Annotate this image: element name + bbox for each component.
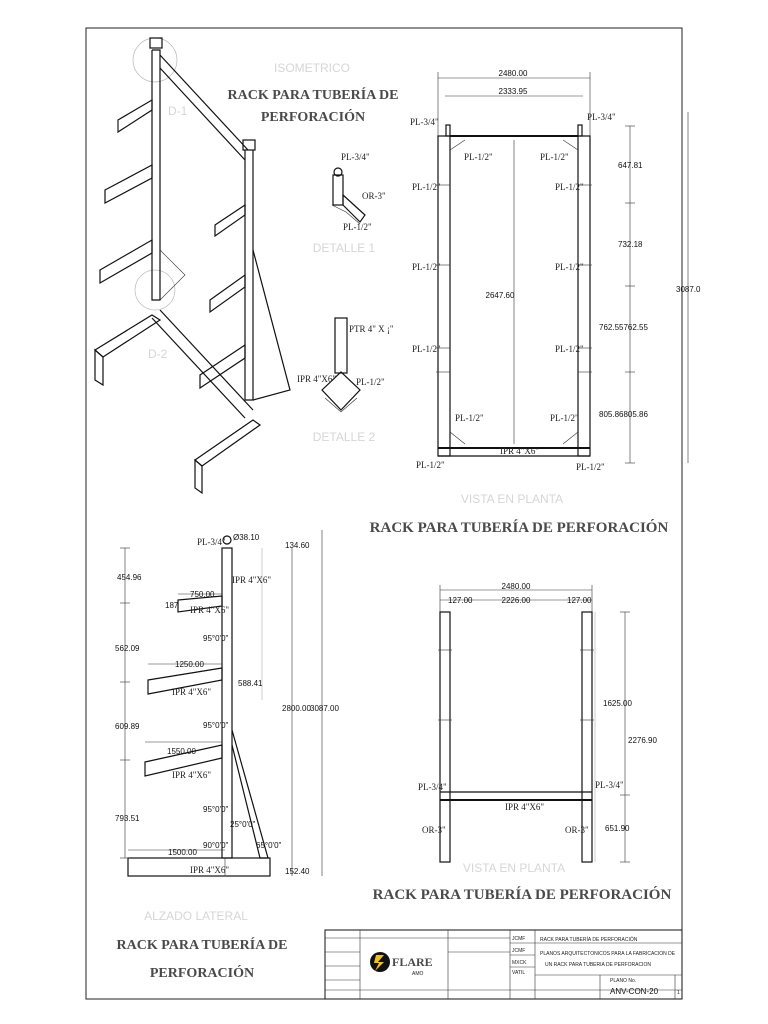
plan1-pl12-e: PL-1/2" [412,262,441,272]
plan1-title: RACK PARA TUBERÍA DE PERFORACIÓN [369,520,669,536]
plan1-pl12-h: PL-1/2" [555,344,584,354]
side-d58841: 588.41 [238,679,263,688]
detail-d2-label: D-2 [148,347,168,361]
logo-text: FLARE [392,955,433,969]
plan1-pl34-right: PL-3/4" [587,112,616,122]
detail2-ipr: IPR 4"X6" [297,374,337,384]
detail-1-drawing [332,168,365,224]
plan2-dim-651: 651.90 [605,824,630,833]
tb-plano-label: PLANO No. [610,978,637,984]
plan1-pl12-g: PL-1/2" [412,344,441,354]
side-a95-3: 95°0'0" [203,805,229,814]
plan2-or3-right: OR-3" [565,825,589,835]
plan2-pl34-left: PL-3/4" [418,782,447,792]
tb-col-2: JCMF [512,948,526,954]
side-d187: 187 [165,601,179,610]
plan1-pl12-j: PL-1/2" [550,413,579,423]
detail1-or3: OR-3" [362,191,386,201]
plan2-dim-top: 2480.00 [501,582,531,591]
detail1-pl34: PL-3/4" [341,152,370,162]
tb-col-4: VATIL [512,970,526,976]
plan2-dim-2276: 2276.90 [628,736,657,745]
plan2-dim-1625: 1625.00 [603,699,632,708]
plan2-dim-127a: 127.00 [448,596,473,605]
plan1-dim-total: 3087.0 [676,285,701,294]
side-a90: 90°0'0" [203,841,229,850]
side-ipr-3: IPR 4"X6" [172,687,212,697]
plan1-pl34-left: PL-3/4" [410,117,439,127]
plan1-dim-r3: 762.55762.55 [599,323,648,332]
plan1-dim-inner: 2333.95 [498,87,528,96]
plan1-dim-center: 2647.60 [485,291,515,300]
side-d125000: 1250.00 [175,660,204,669]
tb-desc-1: RACK PARA TUBERÍA DE PERFORACIÓN [540,937,638,943]
side-title-line1: RACK PARA TUBERÍA DE [116,938,288,953]
tb-col-3: MXCK [512,960,527,966]
side-ipr-base: IPR 4"X6" [190,865,230,875]
plan2-view-label: VISTA EN PLANTA [462,861,566,875]
plan1-pl12-f: PL-1/2" [555,262,584,272]
plan2-dim-mid: 2226.00 [501,596,531,605]
side-elevation-drawing [120,530,322,876]
iso-title-line2: PERFORACIÓN [260,110,366,125]
detail1-pl12: PL-1/2" [343,222,372,232]
side-d79351: 793.51 [115,814,140,823]
plan1-pl12-d: PL-1/2" [555,182,584,192]
plan2-or3-left: OR-3" [422,825,446,835]
side-ipr-1: IPR 4"X6" [232,575,272,585]
side-d75000: 750.00 [190,590,215,599]
detail2-pl12: PL-1/2" [356,377,385,387]
side-d60989: 609.89 [115,722,140,731]
side-d56209: 562.09 [115,644,140,653]
plan2-title: RACK PARA TUBERÍA DE PERFORACIÓN [372,887,672,903]
side-d150000: 1500.00 [168,848,197,857]
side-d15240: 152.40 [285,867,310,876]
plan1-dim-r1: 647.81 [618,161,643,170]
plan2-dim-127b: 127.00 [567,596,592,605]
plan2-pl34-right: PL-3/4" [595,780,624,790]
side-pl34: PL-3/4" [197,537,226,547]
detail1-label: DETALLE 1 [312,241,376,255]
tb-desc-2: PLANOS ARQUITECTONICOS PARA LA FABRICACION DE [540,951,676,957]
plan1-pl12-i: PL-1/2" [455,413,484,423]
isometric-view [95,38,290,493]
side-a65: 65°0'0" [256,841,282,850]
side-d155000: 1550.00 [167,747,196,756]
side-ipr-2: IPR 4"X6" [190,605,230,615]
iso-title-line1: RACK PARA TUBERÍA DE [227,88,399,103]
side-d45496: 454.96 [117,573,142,582]
plan1-dim-top: 2480.00 [498,69,528,78]
side-dia: Ø38.10 [233,533,260,542]
plan1-pl12-c: PL-1/2" [412,182,441,192]
plan2-ipr: IPR 4"X6" [505,802,545,812]
tb-plano-no: ANV-CON-20 [610,987,659,996]
plan1-view-label: VISTA EN PLANTA [460,492,564,506]
side-view-label: ALZADO LATERAL [144,909,248,923]
plan1-pl12-l: PL-1/2" [576,462,605,472]
side-d280000: 2800.00 [282,704,311,713]
iso-view-label: ISOMETRICO [273,61,351,75]
side-a95-1: 95°0'0" [203,634,229,643]
plan1-pl12-b: PL-1/2" [540,152,569,162]
side-a95-2: 95°0'0" [203,721,229,730]
side-title-line2: PERFORACIÓN [149,966,255,981]
side-d308700: 3087.00 [310,704,339,713]
tb-desc-3: UN RACK PARA TUBERIA DE PERFORACION [545,962,651,968]
plan1-pl12-k: PL-1/2" [416,460,445,470]
plan-view-2-drawing [438,585,630,862]
plan1-dim-r4: 805.86805.86 [599,410,648,419]
side-d13460: 134.60 [285,541,310,550]
detail2-label: DETALLE 2 [312,430,376,444]
plan1-ipr: IPR 4"X6" [500,446,540,456]
logo-subtext: AMO [412,971,424,977]
plan1-pl12-a: PL-1/2" [464,152,493,162]
tb-sheet-no: 1 [677,990,680,996]
detail-d1-label: D-1 [168,104,188,118]
tb-col-1: JCMF [512,936,526,942]
plan1-dim-r2: 732.18 [618,240,643,249]
detail2-ptr: PTR 4" X ¡" [349,324,394,334]
side-ipr-4: IPR 4"X6" [172,770,212,780]
side-a25: 25°0'0" [230,820,256,829]
